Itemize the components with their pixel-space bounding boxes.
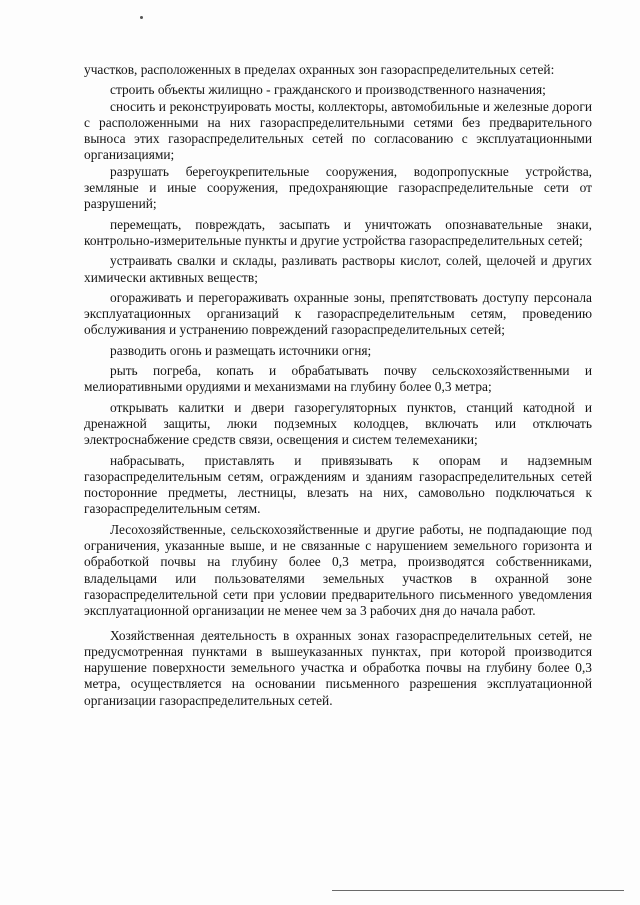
paragraph-ban-fire: разводить огонь и размещать источники огня; <box>110 342 372 358</box>
paragraph-ban-build: строить объекты жилищно - гражданского и производственного назначения; <box>110 82 546 98</box>
paragraph-ban-attach-objects: набрасывать, приставлять и привязывать к опорам и надземным газораспределительным сетям, ограждениям и зданиям газораспределительных сетей посторонние предметы, лестницы, влезать на них, самовольно подключаться к газораспределительным сетям. <box>84 452 592 517</box>
paragraph-continuation: участков, расположенных в пределах охранных зон газораспределительных сетей: <box>84 62 555 77</box>
paragraph-ban-dumps: устраивать свалки и склады, разливать растворы кислот, солей, щелочей и других химически активных веществ; <box>84 253 592 285</box>
paragraph-economic-activity: Хозяйственная деятельность в охранных зонах газораспределительных сетей, не предусмотренная пунктами в вышеуказанных пунктах, при которой производится нарушение поверхности земельного участка и обработка почвы на глубину более 0,3 метра, осуществляется на основании письменного разрешения эксплуатационной организации газораспределительных сетей. <box>84 627 592 708</box>
scan-artifact-dot <box>140 16 143 19</box>
paragraph-ban-fencing: огораживать и перегораживать охранные зоны, препятствовать доступу персонала эксплуатационных организаций к газораспределительным сетям, проведению обслуживания и устранению повреждений газораспределительных сетей; <box>84 289 592 338</box>
paragraph-ban-open-gates: открывать калитки и двери газорегуляторных пунктов, станций катодной и дренажной защиты, люки подземных колодцев, включать или отключать электроснабжение средств связи, освещения и систем телемеханики; <box>84 399 592 448</box>
paragraph-ban-move-signs: перемещать, повреждать, засыпать и уничтожать опознавательные знаки, контрольно-измерительные пункты и другие устройства газораспределительных сетей; <box>84 216 592 248</box>
paragraph-allowed-works: Лесохозяйственные, сельскохозяйственные и другие работы, не подпадающие под ограничения, указанные выше, и не связанные с нарушением земельного горизонта и обработкой почвы на глубину более 0,3 метра, производятся собственниками, владельцами или пользователями земельных участков в охранной зоне газораспределительной сети при условии предварительного письменного уведомления эксплуатационной организации не менее чем за 3 рабочих дня до начала работ. <box>84 521 592 619</box>
paragraph-ban-digging: рыть погреба, копать и обрабатывать почву сельскохозяйственными и мелиоративными орудиями и механизмами на глубину более 0,3 метра; <box>84 363 592 395</box>
document-body <box>84 62 592 709</box>
paragraph-ban-demolish: сносить и реконструировать мосты, коллекторы, автомобильные и железные дороги с расположенными на них газораспределительными сетями без предварительного выноса этих газораспределительных сетей по согласованию с эксплуатационными организациями; <box>84 98 592 163</box>
paragraph-ban-destroy-structures: разрушать берегоукрепительные сооружения, водопропускные устройства, земляные и иные сооружения, предохраняющие газораспределительные сети от разрушений; <box>84 163 592 212</box>
bottom-divider-line <box>332 890 624 891</box>
